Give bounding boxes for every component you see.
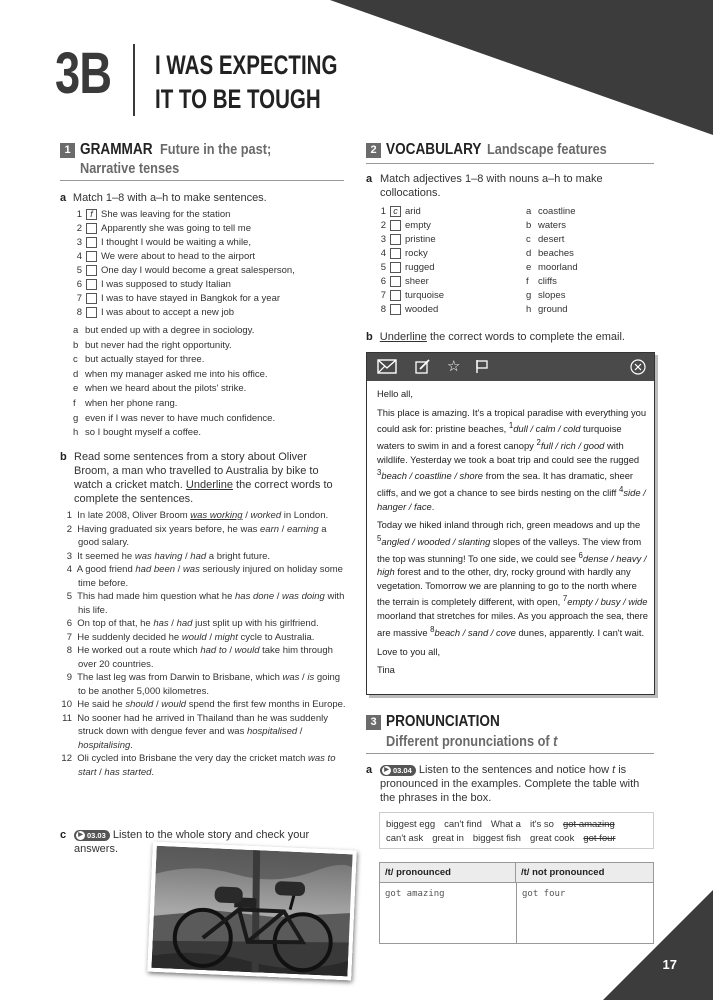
option-6: dense / heavy / high — [377, 552, 647, 578]
audio-track-button[interactable] — [74, 830, 110, 841]
list-item — [73, 340, 232, 352]
item-number: 2 — [76, 223, 82, 235]
list-item: 5 This had made him question what he has done / was doing with his life. — [66, 591, 345, 616]
divider — [366, 163, 654, 164]
item-number: 6 — [76, 279, 82, 291]
item-text: arid — [405, 206, 421, 218]
list-item: 8 He worked out a route which had to / would take him through over 20 countries. — [66, 645, 333, 670]
phrase-row — [386, 832, 647, 846]
instruction-text: the correct words to complete the sentences. — [74, 479, 333, 505]
bicycle-image — [151, 846, 357, 981]
item-number: 3 — [380, 234, 386, 246]
list-item: 3 It seemed he was having / had a bright future. — [66, 550, 271, 562]
audio-track-button[interactable] — [380, 765, 416, 776]
list-item — [526, 248, 574, 260]
item-letter: c — [526, 234, 531, 245]
item-text: so I bought myself a coffee. — [85, 427, 202, 439]
phrase-box — [379, 812, 654, 849]
item-number: 6 — [380, 276, 386, 288]
table-header-col2: /t/ not pronounced — [516, 863, 653, 883]
item-text: We were about to head to the airport — [101, 251, 256, 263]
answer-box[interactable] — [86, 307, 97, 318]
item-text: when my manager asked me into his office. — [85, 368, 268, 380]
item-number: 4 — [76, 251, 82, 263]
bicycle-photo — [147, 842, 356, 981]
list-item — [374, 262, 435, 274]
answer-box[interactable]: f — [86, 209, 97, 220]
item-text: but ended up with a degree in sociology. — [85, 325, 255, 336]
item-text: pristine — [405, 234, 436, 246]
page-title-line1: I WAS EXPECTING — [155, 50, 338, 80]
list-item — [526, 206, 576, 218]
page-number: 17 — [662, 957, 677, 972]
list-item: 2 Having graduated six years before, he was earn / earning a good salary. — [66, 523, 327, 548]
list-item — [70, 209, 230, 221]
item-number: 1 — [76, 209, 82, 221]
phrase: What a — [490, 819, 521, 830]
answer-box[interactable] — [86, 237, 97, 248]
email-greeting: Hello all, — [377, 388, 413, 399]
list-item: 4 A good friend had been / was seriously injured on holiday some time before. — [66, 564, 343, 589]
answer-box[interactable] — [86, 223, 97, 234]
list-item — [73, 427, 201, 439]
exercise-2b-instruction — [366, 330, 654, 344]
list-item: 10 He said he should / would spend the first few months in Europe. — [61, 699, 346, 710]
list-item — [73, 413, 275, 425]
section-title: PRONUNCIATION — [386, 713, 500, 730]
item-letter: g — [526, 290, 532, 301]
section-title: VOCABULARY — [386, 141, 482, 158]
exercise-1a-instruction — [60, 191, 340, 205]
list-item — [374, 206, 421, 218]
option-2: full / rich / good — [540, 440, 605, 452]
answer-box[interactable] — [86, 251, 97, 262]
star-icon[interactable]: ☆ — [447, 358, 461, 375]
list-item — [73, 354, 204, 366]
item-number: 8 — [380, 304, 386, 316]
exercise-letter: a — [366, 764, 373, 776]
item-text: even if I was never to have much confidence. — [85, 412, 276, 424]
list-item: 12 Oli cycled into Brisbane the very day the cricket match was to start / has started. — [61, 753, 336, 778]
exercise-3a-instruction: a ▶ 03.04 Listen to the sentences and notice how t is pronounced in the examples. Complete the table with the phrases in the box. — [366, 764, 640, 804]
exercise-letter: a — [60, 192, 67, 204]
list-item — [70, 265, 295, 277]
option-4: side / hanger / face — [377, 487, 646, 512]
table-cell-example-2[interactable]: got four — [522, 889, 566, 899]
item-letter: e — [73, 383, 79, 395]
item-number: 3 — [76, 237, 82, 249]
option-3: beach / coastline / shore — [381, 470, 483, 482]
answer-box[interactable] — [390, 290, 401, 301]
pronunciation-table — [379, 862, 654, 944]
mail-icon[interactable] — [377, 359, 397, 374]
item-number: 2 — [380, 220, 386, 232]
item-text: waters — [538, 220, 566, 231]
answer-box[interactable] — [390, 248, 401, 259]
item-text: rocky — [405, 248, 428, 260]
item-letter: b — [73, 339, 79, 351]
exercise-letter: c — [60, 829, 67, 841]
instruction-text: Match adjectives 1–8 with nouns a–h to make collocations. — [380, 173, 603, 199]
unit-label: 3B — [55, 41, 112, 106]
item-text: beaches — [538, 248, 574, 259]
item-letter: e — [526, 262, 532, 273]
page-title-line2: IT TO BE TOUGH — [155, 84, 321, 114]
instruction-underline: Underline — [185, 479, 233, 491]
divider — [366, 753, 654, 754]
pronunciation-header — [366, 713, 520, 731]
item-text: empty — [405, 220, 431, 232]
list-item — [526, 290, 565, 302]
item-letter: f — [73, 398, 76, 409]
divider — [60, 180, 344, 181]
item-text: One day I would become a great salesperson, — [101, 265, 295, 277]
answer-box[interactable]: c — [390, 206, 401, 217]
email-toolbar — [367, 353, 654, 381]
list-item — [374, 220, 431, 232]
list-item — [70, 293, 280, 305]
list-item — [374, 248, 428, 260]
item-text: sheer — [405, 276, 429, 288]
list-item: 11 No sooner had he arrived in Thailand than he was suddenly struck down with dengue fever and was hospitalised / hospitalising. — [62, 712, 328, 751]
list-item — [73, 369, 268, 381]
answer-box[interactable] — [390, 234, 401, 245]
list-item — [70, 223, 251, 235]
instruction-underline: Underline — [379, 331, 427, 343]
item-text: when her phone rang. — [85, 398, 178, 409]
story-sentences-list — [60, 509, 348, 779]
option-1: dull / calm / cold — [513, 423, 581, 435]
item-number: 1 — [380, 206, 386, 218]
item-letter: a — [73, 325, 79, 336]
grammar-header — [60, 141, 291, 159]
section-subtitle: Future in the past; — [160, 141, 272, 158]
answer-box[interactable] — [86, 279, 97, 290]
option-7: empty / busy / wide — [567, 596, 648, 608]
close-icon[interactable] — [630, 359, 646, 375]
play-icon: ▶ — [76, 831, 85, 840]
option-8: beach / sand / cove — [434, 626, 516, 638]
item-number: 5 — [76, 265, 82, 277]
phrase: it's so — [529, 819, 554, 830]
list-item: 7 He suddenly decided he would / might cycle to Australia. — [66, 631, 315, 643]
list-item — [70, 279, 231, 291]
section-subtitle: Different pronunciations of t — [386, 733, 558, 750]
exercise-letter: b — [60, 451, 67, 463]
exercise-letter: a — [366, 173, 373, 185]
list-item — [374, 234, 436, 246]
phrase-row — [386, 818, 647, 832]
play-icon: ▶ — [382, 766, 391, 775]
answer-box[interactable] — [390, 262, 401, 273]
section-subtitle: Landscape features — [487, 141, 607, 158]
audio-track-number: 03.03 — [87, 830, 106, 840]
answer-box[interactable] — [390, 276, 401, 287]
item-letter: c — [73, 354, 78, 366]
phrase: great in — [432, 833, 464, 844]
phrase: got four — [583, 833, 616, 844]
item-letter: a — [526, 206, 532, 217]
instruction-text: Match 1–8 with a–h to make sentences. — [72, 192, 267, 204]
email-paragraph-1: This place is amazing. It's a tropical paradise with everything you could ask for: pristine beaches, $^1$dull / calm / cold turquoise waters to swim in and a forest canopy $^2$full / rich / good with wildlife. Yesterday we took a boat trip and could see the rugged $^3$beach / coastline / shore from the sea. It has dramatic, sheer cliffs, and we got a chance to see birds nesting on the cliff $^4$side / hanger / face. — [377, 406, 647, 512]
item-text: but never had the right opportunity. — [85, 339, 232, 351]
item-number: 7 — [380, 290, 386, 302]
email-paragraph-2: Today we hiked inland through rich, green meadows and up the $^5$angled / wooded / slanting slopes of the valleys. The view from the top was stunning! To one side, we could see $^6$dense / heavy / high forest and to the other, dry, rocky ground with hardly any vegetation. Tomorrow we are planning to go to the north where the terrain is completely different, with open, $^7$empty / busy / wide moorland that stretches for miles. As you approach the sea, there are massive $^8$beach / sand / cove dunes, apparently. I can't wait. — [377, 519, 648, 638]
list-item — [374, 276, 429, 288]
email-window — [366, 352, 655, 695]
header-divider — [133, 44, 135, 116]
list-item — [526, 234, 564, 246]
table-header-col1: /t/ pronounced — [380, 863, 516, 883]
item-text: turquoise — [405, 290, 445, 302]
phrase: can't find — [444, 819, 482, 830]
phrase: biggest fish — [472, 833, 521, 844]
item-text: I was to have stayed in Bangkok for a year — [101, 293, 281, 305]
instruction-text: Listen to the whole story and check your answers. — [74, 829, 310, 855]
item-text: rugged — [405, 262, 435, 274]
table-cell-example-1[interactable]: got amazing — [385, 889, 445, 899]
exercise-letter: b — [366, 331, 373, 343]
email-signature: Tina — [377, 664, 395, 676]
item-text: but actually stayed for three. — [85, 354, 205, 366]
phrase: biggest egg — [386, 819, 436, 830]
list-item: 6 On top of that, he has / had just split up with his girlfriend. — [66, 618, 319, 629]
vocabulary-header — [366, 141, 628, 159]
item-text: coastline — [538, 206, 576, 217]
answer-box[interactable] — [390, 220, 401, 231]
item-text: slopes — [538, 290, 566, 301]
list-item — [374, 304, 438, 316]
list-item — [70, 237, 251, 249]
section-subtitle-2: Narrative tenses — [80, 160, 180, 177]
list-item — [526, 220, 566, 232]
instruction-text: Read some sentences from a story about Oliver Broom, a man who travelled to Australia by bike to watch a cricket match. — [74, 451, 319, 491]
section-number: 2 — [366, 143, 381, 158]
item-letter: g — [73, 412, 79, 424]
phrase: got amazing — [562, 819, 615, 830]
exercise-2a-instruction — [366, 172, 646, 200]
compose-icon[interactable] — [415, 359, 431, 374]
email-closing: Love to you all, — [377, 645, 441, 657]
item-text: wooded — [405, 304, 439, 316]
item-letter: f — [526, 276, 529, 287]
item-number: 7 — [76, 293, 82, 305]
item-text: when we heard about the pilots' strike. — [85, 383, 247, 395]
item-text: She was leaving for the station — [101, 209, 231, 221]
list-item — [526, 276, 557, 288]
item-text: ground — [538, 304, 568, 315]
flag-icon[interactable] — [475, 359, 489, 374]
item-letter: b — [526, 220, 532, 231]
instruction-text: the correct words to complete the email. — [429, 331, 625, 343]
item-number: 4 — [380, 248, 386, 260]
list-item: 9 The last leg was from Darwin to Brisbane, which was / is going to be another 5,000 kilometres. — [66, 672, 341, 697]
answer-box[interactable] — [390, 304, 401, 315]
list-item — [73, 398, 177, 410]
item-text: desert — [538, 234, 565, 245]
section-title: GRAMMAR — [80, 141, 153, 158]
exercise-1b-instruction — [60, 450, 344, 506]
item-text: I thought I would be waiting a while, — [101, 237, 251, 249]
item-number: 8 — [76, 307, 82, 319]
item-text: Apparently she was going to tell me — [101, 223, 251, 235]
item-text: I was about to accept a new job — [101, 307, 235, 319]
list-item — [526, 262, 578, 274]
item-number: 5 — [380, 262, 386, 274]
list-item — [70, 307, 234, 319]
item-text: cliffs — [538, 276, 557, 287]
answer-box[interactable] — [86, 293, 97, 304]
answer-box[interactable] — [86, 265, 97, 276]
phrase: can't ask — [386, 833, 424, 844]
audio-track-number: 03.04 — [393, 765, 412, 775]
email-body — [377, 387, 649, 682]
list-item — [374, 290, 444, 302]
list-item: 1 In late 2008, Oliver Broom was working / worked in London. — [66, 510, 329, 521]
list-item — [73, 383, 246, 395]
phrase: great cook — [529, 833, 575, 844]
list-item — [70, 251, 255, 263]
option-5: angled / wooded / slanting — [381, 535, 491, 547]
item-text: I was supposed to study Italian — [101, 279, 231, 291]
item-letter: h — [526, 304, 532, 315]
item-letter: d — [73, 368, 79, 380]
item-letter: h — [73, 427, 79, 439]
section-number: 1 — [60, 143, 75, 158]
corner-decoration-top — [330, 0, 713, 135]
list-item — [526, 304, 568, 316]
item-letter: d — [526, 248, 532, 259]
item-text: moorland — [538, 262, 578, 273]
section-number: 3 — [366, 715, 381, 730]
list-item — [73, 325, 254, 337]
